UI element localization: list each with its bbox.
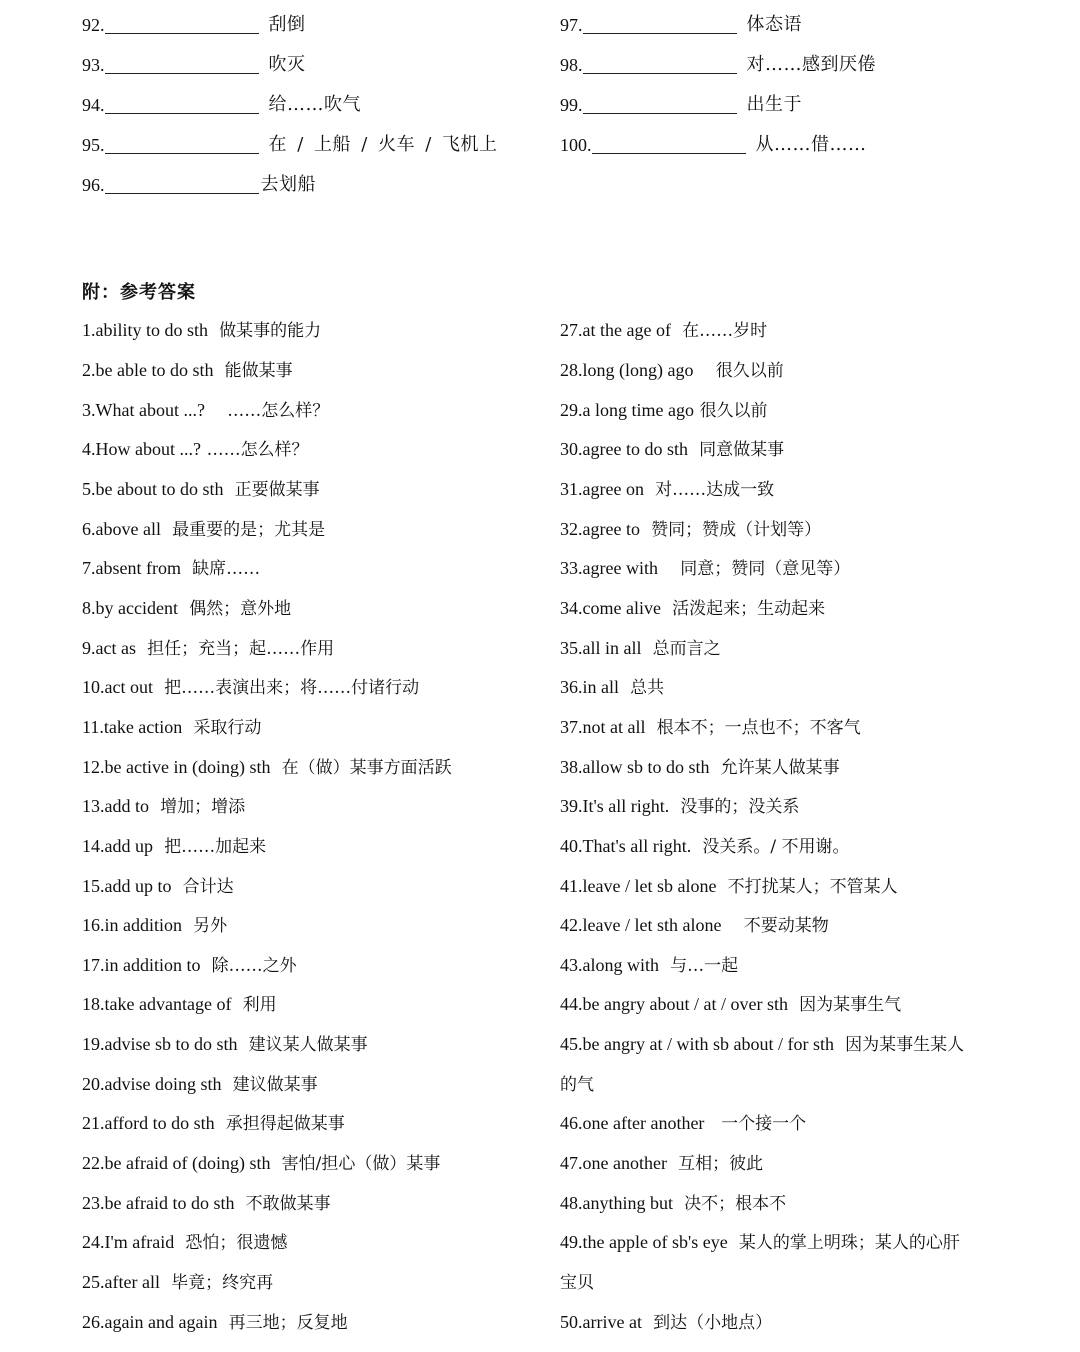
answer-item: 32.agree to 赞同；赞成（计划等） [560, 519, 822, 540]
exercise-meaning: 从……借…… [755, 134, 867, 155]
answer-blank[interactable] [105, 53, 259, 74]
answer-blank[interactable] [105, 13, 259, 34]
answer-item: 33.agree with 同意；赞同（意见等） [560, 558, 851, 579]
answer-item: 10.act out 把……表演出来；将……付诸行动 [82, 677, 420, 698]
answer-item: 24.I'm afraid 恐怕；很遗憾 [82, 1232, 288, 1253]
exercise-row [560, 126, 867, 156]
answer-section-title: 附：参考答案 [82, 282, 196, 303]
answer-item: 14.add up 把……加起来 [82, 836, 267, 857]
exercise-meaning: 吹灭 [268, 54, 306, 75]
answer-item: 46.one after another 一个接一个 [560, 1113, 807, 1134]
exercise-meaning: 刮倒 [268, 14, 306, 35]
answer-item: 48.anything but 决不；根本不 [560, 1193, 787, 1214]
answer-item: 7.absent from 缺席…… [82, 558, 261, 579]
answer-item: 39.It's all right. 没事的；没关系 [560, 796, 800, 817]
answer-item: 31.agree on 对……达成一致 [560, 479, 775, 500]
exercise-row [560, 86, 802, 116]
answer-item: 16.in addition 另外 [82, 915, 228, 936]
answer-blank[interactable] [583, 53, 737, 74]
answer-blank[interactable] [592, 133, 746, 154]
answer-item: 35.all in all 总而言之 [560, 638, 721, 659]
answer-item: 8.by accident 偶然；意外地 [82, 598, 292, 619]
exercise-number: 92. [82, 15, 105, 35]
answer-item: 13.add to 增加；增添 [82, 796, 246, 817]
answer-blank[interactable] [105, 93, 259, 114]
answer-item: 36.in all 总共 [560, 677, 665, 698]
exercise-number: 100. [560, 135, 592, 155]
exercise-meaning: 在 / 上船 / 火车 / 飞机上 [268, 134, 498, 155]
answer-item-continuation: 宝贝 [560, 1273, 594, 1293]
answer-blank[interactable] [583, 93, 737, 114]
exercise-row [82, 166, 316, 196]
answer-item: 22.be afraid of (doing) sth 害怕/担心（做）某事 [82, 1153, 441, 1174]
exercise-meaning: 去划船 [260, 174, 316, 195]
answer-item: 12.be active in (doing) sth 在（做）某事方面活跃 [82, 757, 452, 778]
answer-item: 40.That's all right. 没关系。/ 不用谢。 [560, 836, 850, 857]
answer-blank[interactable] [105, 173, 259, 194]
answer-item: 38.allow sb to do sth 允许某人做某事 [560, 757, 840, 778]
answer-item: 17.in addition to 除……之外 [82, 955, 297, 976]
answer-item: 2.be able to do sth 能做某事 [82, 360, 293, 381]
answer-item: 20.advise doing sth 建议做某事 [82, 1074, 318, 1095]
exercise-number: 94. [82, 95, 105, 115]
answer-item: 29.a long time ago 很久以前 [560, 400, 768, 421]
answer-item: 30.agree to do sth 同意做某事 [560, 439, 785, 460]
answer-item: 9.act as 担任；充当；起……作用 [82, 638, 335, 659]
exercise-number: 93. [82, 55, 105, 75]
answer-item-continuation: 的气 [560, 1075, 594, 1095]
exercise-row [82, 86, 361, 116]
exercise-row [82, 46, 306, 76]
answer-item: 26.again and again 再三地；反复地 [82, 1312, 348, 1333]
answer-blank[interactable] [105, 133, 259, 154]
answer-item: 19.advise sb to do sth 建议某人做某事 [82, 1034, 368, 1055]
exercise-row [82, 126, 498, 156]
answer-item: 18.take advantage of 利用 [82, 994, 277, 1015]
exercise-number: 97. [560, 15, 583, 35]
exercise-number: 98. [560, 55, 583, 75]
answer-item: 5.be about to do sth 正要做某事 [82, 479, 320, 500]
answer-item: 49.the apple of sb's eye 某人的掌上明珠；某人的心肝 [560, 1232, 960, 1253]
exercise-row [82, 6, 306, 36]
exercise-meaning: 给……吹气 [268, 94, 361, 115]
answer-item: 23.be afraid to do sth 不敢做某事 [82, 1193, 331, 1214]
answer-item: 11.take action 采取行动 [82, 717, 262, 738]
exercise-number: 95. [82, 135, 105, 155]
answer-item: 47.one another 互相；彼此 [560, 1153, 764, 1174]
exercise-meaning: 体态语 [746, 14, 802, 35]
answer-item: 3.What about ...? ……怎么样？ [82, 400, 330, 421]
answer-item: 45.be angry at / with sb about / for sth 因为某事生某人 [560, 1034, 965, 1055]
exercise-number: 96. [82, 175, 105, 195]
exercise-meaning: 出生于 [746, 94, 802, 115]
answer-item: 42.leave / let sth alone 不要动某物 [560, 915, 829, 936]
answer-item: 15.add up to 合计达 [82, 876, 234, 897]
answer-item: 1.ability to do sth 做某事的能力 [82, 320, 322, 341]
answer-item: 28.long (long) ago 很久以前 [560, 360, 784, 381]
answer-item: 41.leave / let sb alone 不打扰某人；不管某人 [560, 876, 898, 897]
exercise-row [560, 6, 802, 36]
answer-item: 6.above all 最重要的是；尤其是 [82, 519, 326, 540]
answer-item: 25.after all 毕竟；终究再 [82, 1272, 274, 1293]
answer-item: 21.afford to do sth 承担得起做某事 [82, 1113, 345, 1134]
exercise-meaning: 对……感到厌倦 [746, 54, 876, 75]
answer-item: 50.arrive at 到达（小地点） [560, 1312, 773, 1333]
exercise-row [560, 46, 876, 76]
answer-item: 4.How about ...? ……怎么样？ [82, 439, 309, 460]
answer-item: 44.be angry about / at / over sth 因为某事生气 [560, 994, 902, 1015]
answer-item: 34.come alive 活泼起来；生动起来 [560, 598, 826, 619]
answer-item: 27.at the age of 在……岁时 [560, 320, 768, 341]
answer-blank[interactable] [583, 13, 737, 34]
answer-item: 43.along with 与…一起 [560, 955, 739, 976]
answer-item: 37.not at all 根本不；一点也不；不客气 [560, 717, 861, 738]
exercise-number: 99. [560, 95, 583, 115]
